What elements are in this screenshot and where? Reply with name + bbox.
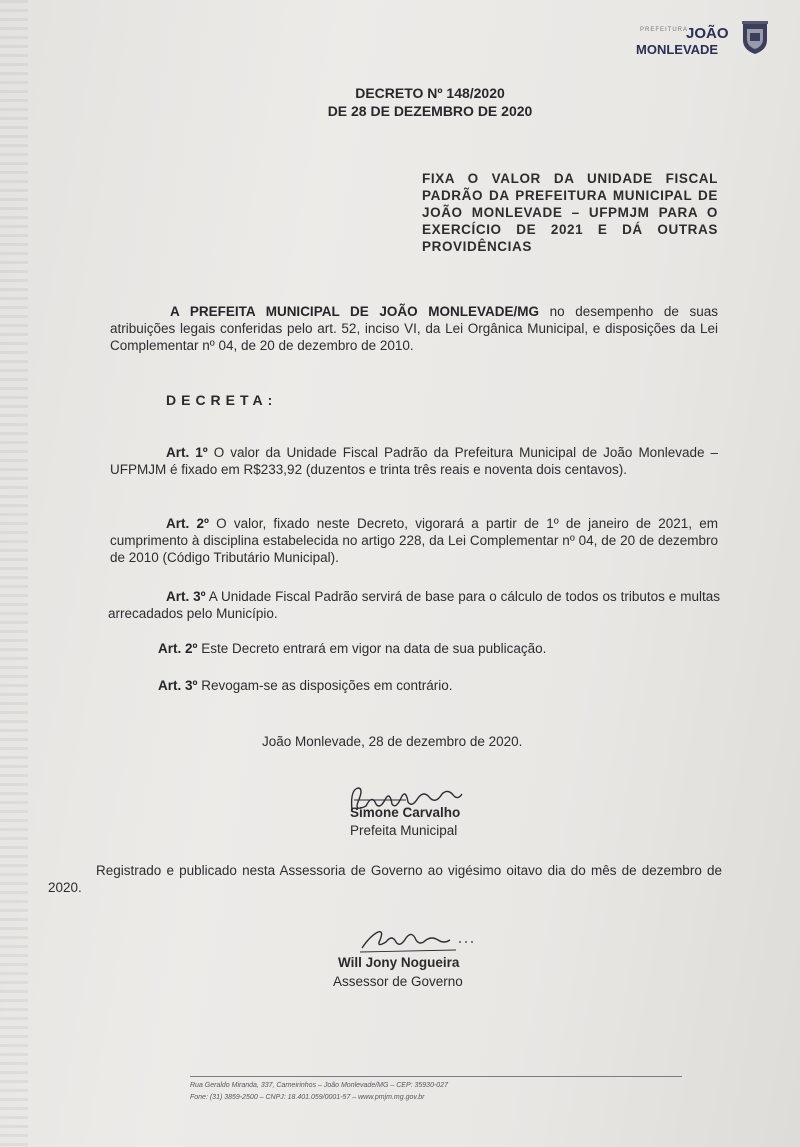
assessor-name: Will Jony Nogueira bbox=[338, 955, 460, 970]
decreta-heading: DECRETA: bbox=[166, 392, 278, 408]
assessor-role: Assessor de Governo bbox=[333, 974, 463, 989]
place-date: João Monlevade, 28 de dezembro de 2020. bbox=[262, 734, 523, 749]
decree-ementa: FIXA O VALOR DA UNIDADE FISCAL PADRÃO DA PREFEITURA MUNICIPAL DE JOÃO MONLEVADE – UFPMJM PARA O EXERCÍCIO DE 2021 E DÁ OUTRAS PROVIDÊNCIAS bbox=[422, 171, 718, 254]
assessor-signature bbox=[360, 922, 490, 954]
preamble-authority: A PREFEITA MUNICIPAL DE JOÃO MONLEVADE/MG bbox=[170, 304, 539, 319]
logo-small-text: PREFEITURA bbox=[640, 27, 689, 33]
preamble-paragraph bbox=[110, 303, 718, 354]
article-3 bbox=[108, 588, 720, 622]
registration-note: Registrado e publicado nesta Assessoria de Governo ao vigésimo oitavo dia do mês de dezembro de 2020. bbox=[48, 863, 722, 895]
decree-number: DECRETO Nº 148/2020 bbox=[355, 85, 505, 101]
scan-edge-marks bbox=[0, 0, 28, 1147]
mayor-role: Prefeita Municipal bbox=[350, 823, 458, 838]
footer-address: Rua Geraldo Miranda, 337, Carneirinhos – João Monlevade/MG – CEP: 35930-027 bbox=[190, 1082, 448, 1089]
article-text: Este Decreto entrará em vigor na data de sua publicação. bbox=[197, 641, 547, 656]
decree-title bbox=[300, 84, 560, 120]
article-label: Art. 2º bbox=[158, 641, 198, 656]
article-text: A Unidade Fiscal Padrão servirá de base para o cálculo de todos os tributos e multas arrecadados pelo Município. bbox=[108, 589, 720, 621]
logo-line1: JOÃO bbox=[686, 25, 729, 42]
article-1 bbox=[110, 444, 718, 478]
article-text: O valor da Unidade Fiscal Padrão da Prefeitura Municipal de João Monlevade – UFPMJM é fixado em R$233,92 (duzentos e trinta três reais e noventa dois centavos). bbox=[110, 445, 718, 477]
article-label: Art. 2º bbox=[166, 516, 209, 531]
article-2 bbox=[110, 515, 718, 566]
decree-date: DE 28 DE DEZEMBRO DE 2020 bbox=[327, 103, 533, 119]
footer-divider bbox=[190, 1076, 682, 1077]
crest-icon bbox=[740, 20, 770, 56]
mayor-name: Simone Carvalho bbox=[350, 805, 461, 820]
article-label: Art. 3º bbox=[158, 678, 198, 693]
logo-line2: MONLEVADE bbox=[636, 42, 719, 57]
article-4 bbox=[158, 640, 658, 657]
article-label: Art. 1º bbox=[166, 445, 208, 460]
article-5 bbox=[158, 677, 658, 694]
article-text: O valor, fixado neste Decreto, vigorará a partir de 1º de janeiro de 2021, em cumprimento à disciplina estabelecida no artigo 228, da Lei Complementar nº 04, de 20 de dezembro de 2010 (Código Tributário Municipal). bbox=[110, 516, 718, 565]
article-label: Art. 3º bbox=[166, 589, 206, 604]
article-text: Revogam-se as disposições em contrário. bbox=[197, 678, 453, 693]
preamble-text: no desempenho de suas atribuições legais conferidas pelo art. 52, inciso VI, da Lei Orgânica Municipal, e disposições da Lei Complementar nº 04, de 20 de dezembro de 2010. bbox=[110, 304, 718, 353]
footer-contact: Fone: (31) 3859-2500 – CNPJ: 18.401.059/0001-57 – www.pmjm.mg.gov.br bbox=[190, 1094, 425, 1101]
